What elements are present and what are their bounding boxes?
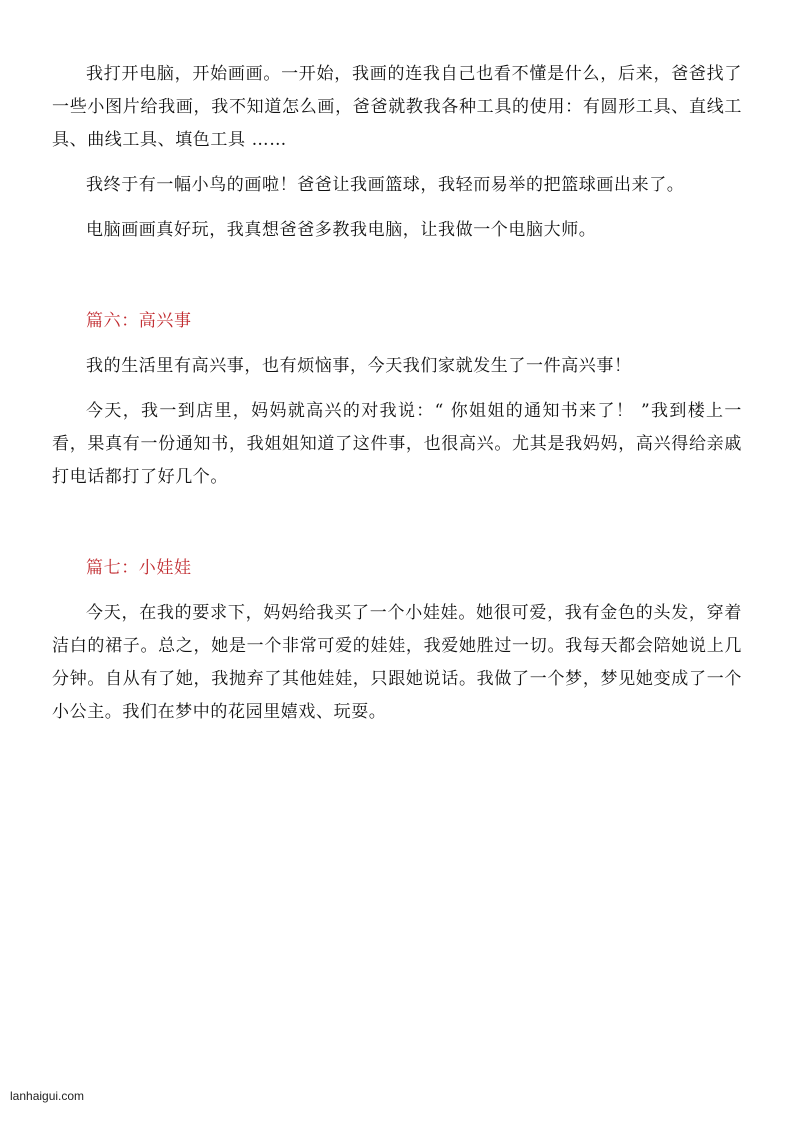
paragraph: 我终于有一幅小鸟的画啦！爸爸让我画篮球，我轻而易举的把篮球画出来了。 [86, 175, 685, 195]
section-6 [52, 305, 742, 494]
section-7 [52, 552, 742, 729]
paragraph: 电脑画画真好玩，我真想爸爸多教我电脑，让我做一个电脑大师。 [86, 220, 597, 240]
section-spacer [52, 259, 742, 305]
paragraph: 今天，我一到店里，妈妈就高兴的对我说：“ 你姐姐的通知书来了！ ”我到楼上一看，果真有一份通知书，我姐姐知道了这件事，也很高兴。尤其是我妈妈，高兴得给亲戚打电话都打了好几个。 [52, 401, 742, 487]
section-heading: 篇六：高兴事 [86, 311, 192, 331]
paragraph: 我的生活里有高兴事，也有烦恼事，今天我们家就发生了一件高兴事！ [86, 356, 632, 376]
section-heading: 篇七：小娃娃 [86, 558, 192, 578]
paragraph: 今天，在我的要求下，妈妈给我买了一个小娃娃。她很可爱，我有金色的头发，穿着洁白的裙子。总之，她是一个非常可爱的娃娃，我爱她胜过一切。我每天都会陪她说上几分钟。自从有了她，我抛弃了其他娃娃，只跟她说话。我做了一个梦，梦见她变成了一个小公主。我们在梦中的花园里嬉戏、玩耍。 [52, 603, 742, 722]
section-spacer [52, 506, 742, 552]
section-previous [52, 58, 742, 247]
footer-site-link[interactable]: lanhaigui.com [10, 1089, 85, 1103]
document-page [52, 58, 742, 741]
paragraph: 我打开电脑，开始画画。一开始，我画的连我自己也看不懂是什么，后来，爸爸找了一些小图片给我画，我不知道怎么画，爸爸就教我各种工具的使用：有圆形工具、直线工具、曲线工具、填色工具 …… [52, 64, 742, 150]
